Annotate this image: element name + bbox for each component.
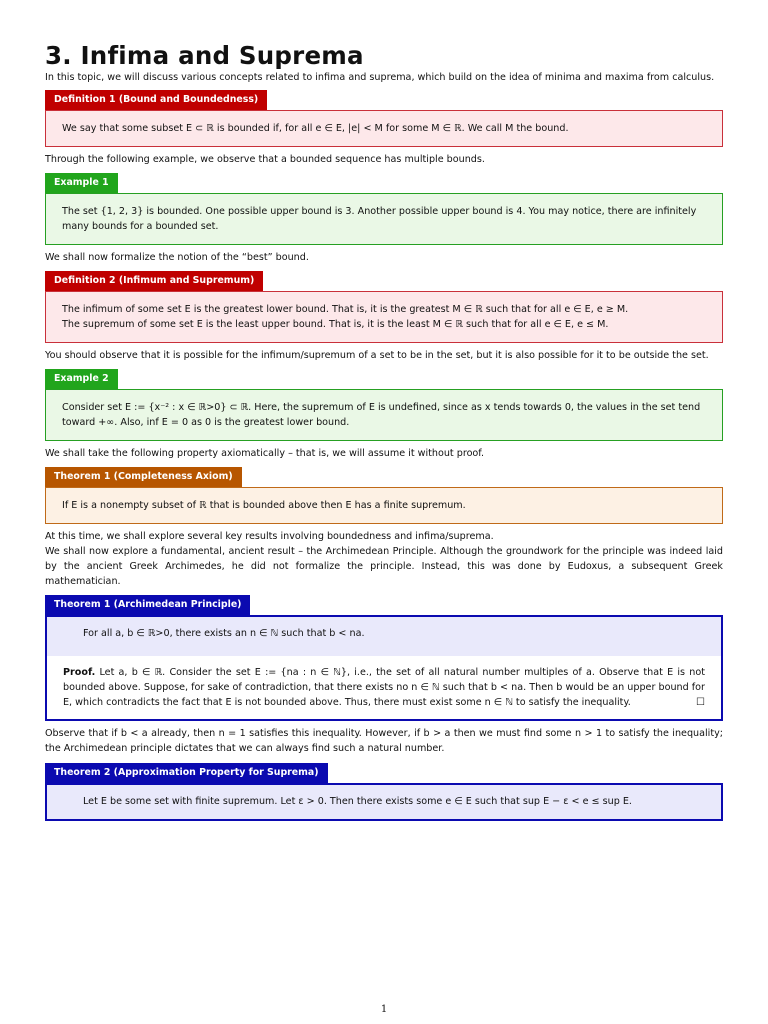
theorem-archimedean-block bbox=[45, 592, 723, 721]
theorem-completeness-box bbox=[45, 487, 723, 524]
theorem-archimedean-label: Theorem 1 (Archimedean Principle) bbox=[45, 595, 250, 615]
definition-2-infimum: The infimum of some set E is the greatest lower bound. That is, it is the greatest M ∈ ℝ such that for all e ∈ E, e ≥ M. bbox=[62, 304, 629, 315]
theorem-archimedean-statement: For all a, b ∈ ℝ>0, there exists an n ∈ ℕ such that b < na. bbox=[83, 628, 365, 639]
definition-2-label: Definition 2 (Infimum and Supremum) bbox=[45, 271, 263, 291]
example-1-label: Example 1 bbox=[45, 173, 118, 193]
proof-label: Proof. bbox=[63, 667, 96, 678]
section-title: 3. Infima and Suprema bbox=[45, 41, 364, 70]
example-2-block bbox=[45, 366, 723, 441]
definition-2-supremum: The supremum of some set E is the least upper bound. That is, it is the least M ∈ ℝ such that for all e ∈ E, e ≤ M. bbox=[62, 319, 609, 330]
paragraph-bounds: Through the following example, we observe that a bounded sequence has multiple bounds. bbox=[45, 154, 485, 165]
definition-1-label: Definition 1 (Bound and Boundedness) bbox=[45, 90, 267, 110]
definition-1-block bbox=[45, 87, 723, 147]
example-1-block bbox=[45, 170, 723, 245]
intro-paragraph: In this topic, we will discuss various concepts related to infima and suprema, which build on the idea of minima and maxima from calculus. bbox=[45, 72, 715, 83]
example-1-text: The set {1, 2, 3} is bounded. One possible upper bound is 3. Another possible upper bound is 4. You may notice, there are infinitely many bounds for a bounded set. bbox=[62, 206, 697, 232]
definition-2-block bbox=[45, 268, 723, 343]
definition-1-box bbox=[45, 110, 723, 147]
theorem-completeness-text: If E is a nonempty subset of ℝ that is bounded above then E has a finite supremum. bbox=[62, 500, 466, 511]
paragraph-axiom: We shall take the following property axiomatically – that is, we will assume it without proof. bbox=[45, 448, 485, 459]
theorem-completeness-label: Theorem 1 (Completeness Axiom) bbox=[45, 467, 242, 487]
theorem-approximation-box bbox=[45, 783, 723, 821]
paragraph-observe: You should observe that it is possible for the infimum/supremum of a set to be in the set, but it is also possible for it to be outside the set. bbox=[45, 350, 709, 361]
proof-text: Let a, b ∈ ℝ. Consider the set E := {na : n ∈ ℕ}, i.e., the set of all natural number multiples of a. Observe that E is not bounded above. Suppose, for sake of contradiction, that there exists no n ∈ ℕ such that b < na. Then b would be an upper bound for E, which contradicts the fact that E is not bounded above. Thus, there must exist some n ∈ ℕ to satisfy the inequality. bbox=[63, 667, 705, 708]
example-1-box bbox=[45, 193, 723, 245]
document-page bbox=[45, 42, 723, 821]
theorem-approximation-block bbox=[45, 760, 723, 821]
paragraph-archimedean-intro: We shall now explore a fundamental, ancient result – the Archimedean Principle. Although the groundwork for the principle was indeed laid by the ancient Greek Archimedes, he did not formalize the principle. Instead, this was done by Eudoxus, a subsequent Greek mathematician. bbox=[45, 546, 723, 587]
theorem-approximation-text: Let E be some set with finite supremum. Let ε > 0. Then there exists some e ∈ E such that sup E − ε < e ≤ sup E. bbox=[83, 796, 632, 807]
paragraph-observe-inequality: Observe that if b < a already, then n = 1 satisfies this inequality. However, if b > a then we must find some n > 1 to satisfy the inequality; the Archimedean principle dictates that we can always find such a natural number. bbox=[45, 728, 723, 754]
theorem-archimedean-box bbox=[45, 615, 723, 721]
example-2-text: Consider set E := {x⁻² : x ∈ ℝ>0} ⊂ ℝ. Here, the supremum of E is undefined, since as x tends towards 0, the values in the set tend toward +∞. Also, inf E = 0 as 0 is the greatest lower bound. bbox=[62, 402, 701, 428]
definition-2-box bbox=[45, 291, 723, 343]
paragraph-explore: At this time, we shall explore several key results involving boundedness and infima/suprema. bbox=[45, 531, 494, 542]
paragraph-best-bound: We shall now formalize the notion of the “best” bound. bbox=[45, 252, 309, 263]
definition-1-text: We say that some subset E ⊂ ℝ is bounded if, for all e ∈ E, |e| < M for some M ∈ ℝ. We call M the bound. bbox=[62, 123, 569, 134]
theorem-approximation-label: Theorem 2 (Approximation Property for Suprema) bbox=[45, 763, 328, 783]
theorem-completeness-block bbox=[45, 464, 723, 524]
page-number: 1 bbox=[380, 1004, 388, 1015]
example-2-label: Example 2 bbox=[45, 369, 118, 389]
qed-symbol: ☐ bbox=[696, 697, 705, 708]
example-2-box bbox=[45, 389, 723, 441]
proof-block bbox=[47, 656, 721, 719]
